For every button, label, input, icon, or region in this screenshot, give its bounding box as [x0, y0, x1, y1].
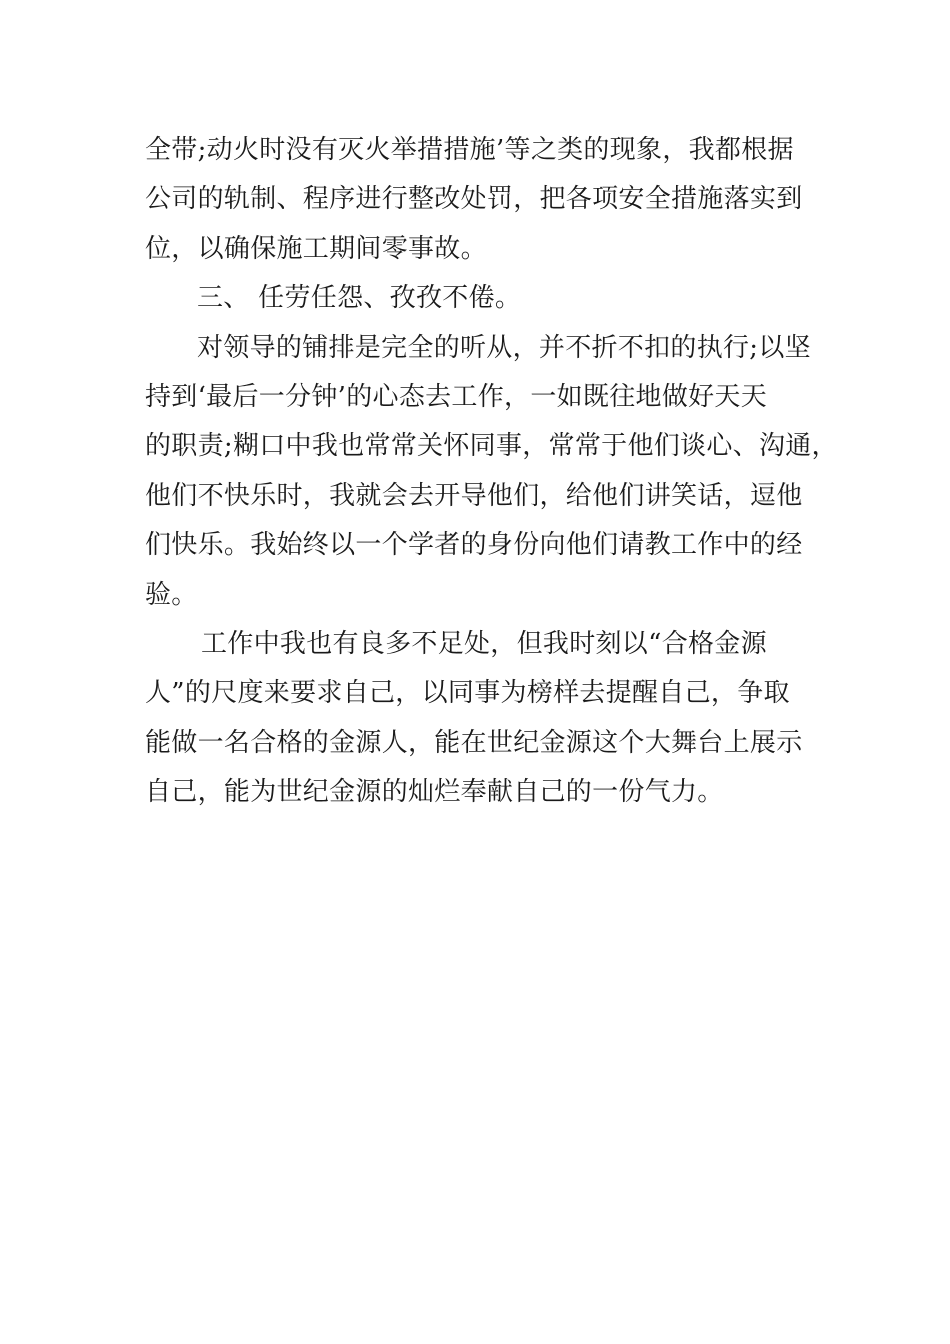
text-line: 自己，能为世纪金源的灿烂奉献自己的一份气力。 [145, 777, 724, 808]
text-line: 人”的尺度来要求自己，以同事为榜样去提醒自己，争取 [145, 678, 790, 709]
text-line: 全带;动火时没有灭火举措措施’等之类的现象，我都根据 [145, 135, 794, 165]
text-line: 他们不快乐时，我就会去开导他们，给他们讲笑话，逗他 [145, 480, 803, 511]
text-line: 工作中我也有良多不足处，但我时刻以“合格金源 [201, 628, 767, 659]
text-line: 们快乐。我始终以一个学者的身份向他们请教工作中的经 [145, 530, 803, 561]
text-line: 公司的轨制、程序进行整改处罚，把各项安全措施落实到 [145, 184, 803, 215]
text-line: 的职责;糊口中我也常常关怀同事，常常于他们谈心、沟通， [145, 431, 838, 462]
paragraph-conclusion [145, 620, 835, 818]
section-heading-three [145, 274, 835, 323]
text-line: 验。 [145, 579, 198, 610]
text-line: 能做一名合格的金源人，能在世纪金源这个大舞台上展示 [145, 727, 803, 758]
document-body [145, 126, 838, 817]
paragraph-diligence [145, 324, 838, 620]
paragraph-safety-continuation [145, 126, 835, 274]
text-line: 位，以确保施工期间零事故。 [145, 233, 487, 264]
section-heading: 三、 任劳任怨、孜孜不倦。 [197, 283, 522, 314]
text-line: 对领导的铺排是完全的听从，并不折不扣的执行;以坚 [197, 332, 811, 363]
text-line: 持到‘最后一分钟’的心态去工作，一如既往地做好天天 [145, 381, 768, 412]
